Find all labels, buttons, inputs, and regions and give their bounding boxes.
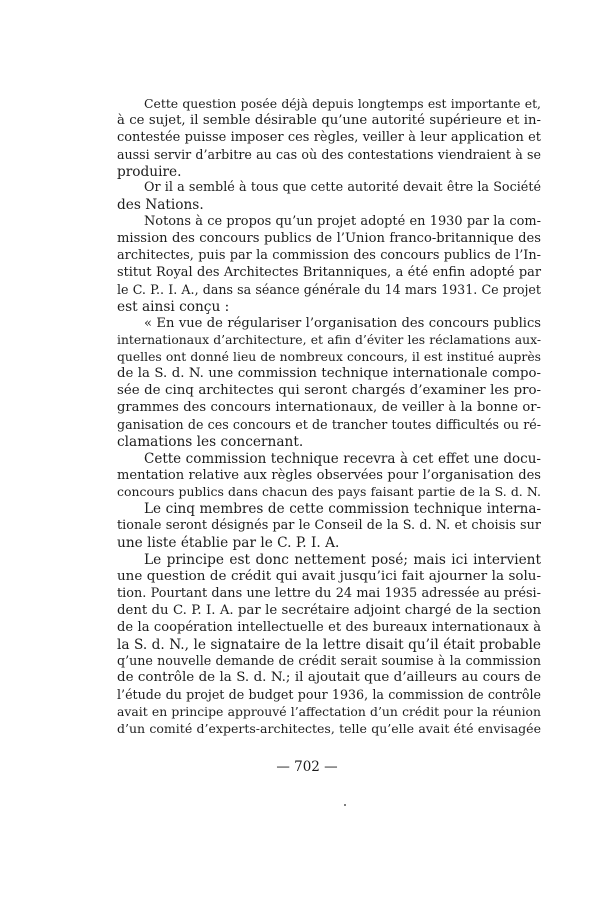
text-line: ganisation de ces concours et de trancher toutes difficultés ou ré- (117, 416, 541, 432)
text-line: mentation relative aux règles observées pour l’organisation des (117, 467, 541, 483)
paragraph (117, 214, 541, 315)
page-number: — 702 — (276, 759, 338, 775)
text-line: l’étude du projet de budget pour 1936, la commission de contrôle (117, 687, 541, 703)
text-line: le C. P.. I. A., dans sa séance générale du 14 mars 1931. Ce projet (117, 281, 541, 297)
text-line: Cette question posée déjà depuis longtemps est importante et, (144, 96, 541, 111)
text-line: grammes des concours internationaux, de veiller à la bonne or- (117, 400, 541, 416)
text-line: architectes, puis par la commission des concours publics de l’In- (117, 248, 541, 264)
text-line: Cette commission technique recevra à cet effet une docu- (144, 450, 541, 467)
text-line: une liste établie par le C. P. I. A. (117, 535, 340, 552)
text-line: stitut Royal des Architectes Britanniques, a été enfin adopté par (117, 264, 541, 280)
text-line: mission des concours publics de l’Union franco-britannique des (117, 231, 541, 247)
text-line: quelles ont donné lieu de nombreux concours, il est institué auprès (117, 350, 541, 365)
text-line: contestée puisse imposer ces règles, veiller à leur application et (117, 129, 541, 145)
text-line: de la coopération intellectuelle et des bureaux internationaux à (117, 619, 541, 635)
text-line: Or il a semblé à tous que cette autorité devait être la Société (144, 180, 541, 196)
text-line: q’une nouvelle demande de crédit serait soumise à la commission (117, 653, 541, 669)
text-line: produire. (117, 163, 182, 180)
text-line: aussi servir d’arbitre au cas où des contestations viendraient à se (117, 146, 541, 162)
paragraph (117, 552, 541, 738)
text-line: d’un comité d’experts-architectes, telle qu’elle avait été envisagée (117, 720, 541, 736)
text-line: une question de crédit qui avait jusqu’ici fait ajourner la solu- (117, 568, 541, 584)
text-line: dent du C. P. I. A. par le secrétaire adjoint chargé de la section (117, 602, 541, 618)
text-line: tionale seront désignés par le Conseil de la S. d. N. et choisis sur (117, 518, 541, 534)
text-line: tion. Pourtant dans une lettre du 24 mai 1935 adressée au prési- (117, 585, 541, 601)
text-line: est ainsi conçu : (117, 298, 230, 315)
text-line: la S. d. N., le signataire de la lettre disait qu’il était probable (117, 636, 541, 653)
paragraph (117, 316, 541, 451)
text-line: de la S. d. N. une commission technique internationale compo- (117, 366, 541, 382)
paragraph (117, 96, 541, 180)
text-line: Notons à ce propos qu’un projet adopté en 1930 par la com- (144, 214, 541, 230)
text-line: internationaux d’architecture, et afin d’éviter les réclamations aux- (117, 333, 541, 348)
text-line: des Nations. (117, 197, 204, 214)
text-line: clamations les concernant. (117, 433, 304, 450)
text-line: Le cinq membres de cette commission technique interna- (144, 501, 541, 518)
body-text (117, 96, 541, 738)
print-speck (344, 804, 346, 806)
text-line: Le principe est donc nettement posé; mais ici intervient (144, 552, 541, 569)
text-line: avait en principe approuvé l’affectation d’un crédit pour la réunion (117, 704, 541, 720)
paragraph (117, 180, 541, 214)
text-line: à ce sujet, il semble désirable qu’une autorité supérieure et in- (117, 112, 541, 128)
paragraph (117, 451, 541, 502)
text-line: « En vue de régulariser l’organisation des concours publics (144, 315, 541, 331)
text-line: sée de cinq architectes qui seront chargés d’examiner les pro- (117, 383, 541, 399)
text-line: concours publics dans chacun des pays faisant partie de la S. d. N. (117, 484, 541, 500)
text-line: de contrôle de la S. d. N.; il ajoutait que d’ailleurs au cours de (117, 670, 541, 686)
paragraph (117, 501, 541, 552)
